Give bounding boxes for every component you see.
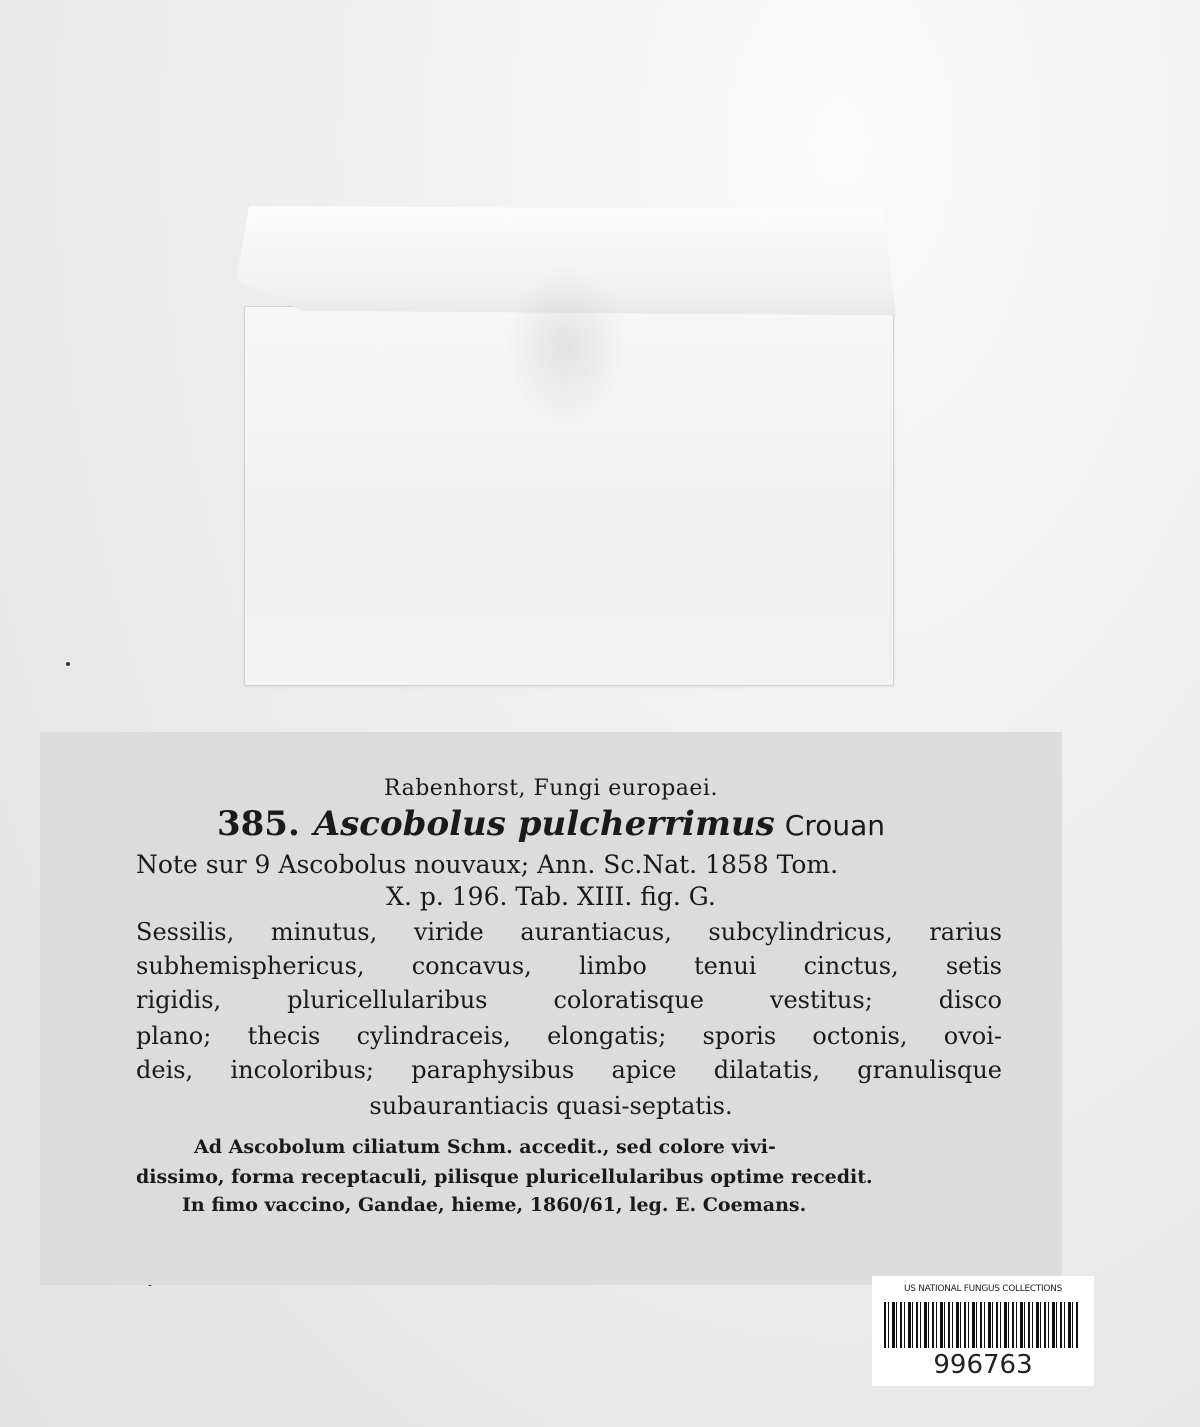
species-name: Ascobolus pulcherrimus — [313, 804, 775, 844]
collection-name: Rabenhorst, Fungi europaei. — [384, 776, 718, 801]
description-line: subhemisphericus, concavus, limbo tenui cinctus, setis — [136, 952, 1002, 980]
note-line: In fimo vaccino, Gandae, hieme, 1860/61, leg. E. Coemans. — [182, 1194, 807, 1216]
envelope-crease — [506, 266, 626, 426]
description-line: subaurantiacis quasi-septatis. — [369, 1092, 733, 1120]
title-line — [40, 804, 1062, 844]
reference-line: Note sur 9 Ascobolus nouvaux; Ann. Sc.Nat. 1858 Tom. — [136, 850, 839, 879]
barcode-bars — [884, 1302, 1078, 1348]
note-line: Ad Ascobolum ciliatum Schm. accedit., sed colore vivi- — [194, 1136, 776, 1158]
description-line: deis, incoloribus; paraphysibus apice dilatatis, granulisque — [136, 1056, 1002, 1084]
description-line: plano; thecis cylindraceis, elongatis; sporis octonis, ovoi- — [136, 1022, 1002, 1050]
specimen-label — [40, 732, 1062, 1285]
species-author: Crouan — [784, 809, 886, 842]
note-line: dissimo, forma receptaculi, pilisque pluricellularibus optime recedit. — [136, 1166, 873, 1188]
description-line: Sessilis, minutus, viride aurantiacus, subcylindricus, rarius — [136, 918, 1002, 946]
barcode-number: 996763 — [933, 1350, 1033, 1380]
description-line: rigidis, pluricellularibus coloratisque vestitus; disco — [136, 986, 1002, 1014]
barcode-header: US NATIONAL FUNGUS COLLECTIONS — [903, 1284, 1063, 1294]
reference-line: X. p. 196. Tab. XIII. fig. G. — [386, 882, 716, 911]
barcode-label — [872, 1276, 1094, 1386]
exsiccata-number: 385. — [216, 804, 300, 844]
paper-speck — [66, 662, 70, 666]
specimen-envelope — [236, 206, 896, 688]
